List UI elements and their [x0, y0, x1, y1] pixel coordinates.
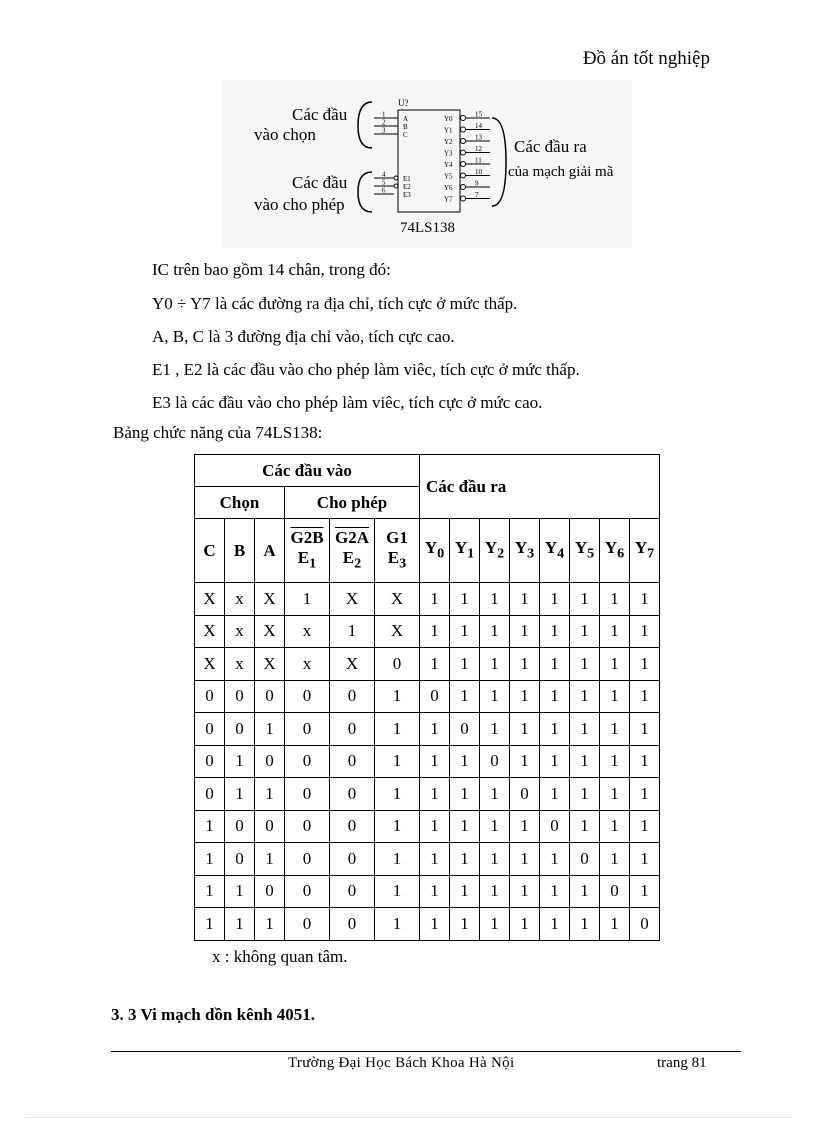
table-row	[195, 810, 660, 843]
table-row	[195, 908, 660, 941]
table-cell: 1	[630, 778, 660, 811]
output-pin-number: 10	[475, 168, 482, 176]
table-cell: 1	[225, 908, 255, 941]
table-cell: 1	[420, 875, 450, 908]
table-cell: 1	[630, 680, 660, 713]
table-cell: 1	[480, 648, 510, 681]
table-cell: x	[225, 648, 255, 681]
footer-divider	[111, 1051, 741, 1052]
table-cell: 1	[540, 680, 570, 713]
table-cell: X	[375, 583, 420, 616]
table-cell: 1	[630, 648, 660, 681]
table-cell: 1	[450, 680, 480, 713]
enable-label-line2: vào cho phép	[254, 195, 345, 214]
table-cell: 1	[570, 908, 600, 941]
table-cell: 0	[255, 810, 285, 843]
table-cell: 1	[480, 810, 510, 843]
table-cell: 1	[480, 875, 510, 908]
decoder-diagram	[222, 80, 632, 248]
inversion-bubble	[394, 184, 398, 188]
col-y3: $Y_3$	[510, 519, 540, 583]
table-cell: 0	[225, 843, 255, 876]
table-cell: 1	[480, 680, 510, 713]
table-cell: 1	[480, 908, 510, 941]
output-inversion-bubble	[461, 173, 466, 178]
output-inversion-bubble	[461, 127, 466, 132]
output-brace	[492, 118, 506, 206]
output-pin-number: 7	[475, 191, 479, 199]
chip-ref: U?	[398, 98, 409, 108]
table-cell: 1	[630, 745, 660, 778]
table-cell: 1	[375, 713, 420, 746]
table-cell: x	[285, 615, 330, 648]
table-cell: 0	[285, 745, 330, 778]
output-pin-number: 14	[475, 122, 482, 130]
page-bottom-border	[25, 1117, 791, 1118]
table-cell: X	[375, 615, 420, 648]
table-cell: X	[330, 648, 375, 681]
output-label-line2: của mạch giải mã	[508, 164, 614, 180]
table-body	[195, 583, 660, 941]
select-brace	[358, 102, 372, 148]
table-cell: 1	[420, 648, 450, 681]
table-cell: 1	[225, 875, 255, 908]
table-cell: 1	[540, 778, 570, 811]
table-cell: 1	[480, 843, 510, 876]
output-pin-name: Y3	[444, 149, 453, 158]
table-row	[195, 875, 660, 908]
table-cell: 1	[195, 810, 225, 843]
table-cell: 1	[600, 713, 630, 746]
table-cell: 0	[285, 908, 330, 941]
table-row	[195, 713, 660, 746]
output-inversion-bubble	[461, 116, 466, 121]
table-cell: 0	[285, 680, 330, 713]
table-cell: 0	[600, 875, 630, 908]
chip-name: 74LS138	[400, 220, 456, 236]
table-cell: 1	[450, 778, 480, 811]
table-cell: 1	[540, 745, 570, 778]
section-title: 3. 3 Vi mạch dồn kênh 4051.	[111, 1005, 316, 1024]
paragraph-5: E3 là các đầu vào cho phép làm viêc, tích cực ở mức cao.	[152, 393, 543, 412]
table-cell: 1	[480, 583, 510, 616]
table-cell: 1	[630, 583, 660, 616]
table-cell: 1	[450, 615, 480, 648]
table-cell: 1	[600, 745, 630, 778]
table-cell: 1	[375, 680, 420, 713]
output-label-line1: Các đầu ra	[514, 137, 587, 156]
input-pin-number: 1	[382, 110, 386, 119]
enable-header: Cho phép	[285, 487, 420, 519]
output-pin-number: 13	[475, 133, 482, 142]
table-cell: 0	[450, 713, 480, 746]
output-inversion-bubble	[461, 139, 466, 144]
g2b-label: G2B	[290, 528, 324, 548]
table-cell: 1	[255, 778, 285, 811]
table-cell: 1	[255, 908, 285, 941]
table-cell: 1	[420, 713, 450, 746]
table-row	[195, 778, 660, 811]
table-cell: 0	[285, 875, 330, 908]
output-pin-name: Y5	[444, 172, 453, 181]
table-cell: 1	[570, 810, 600, 843]
table-row	[195, 843, 660, 876]
table-cell: 0	[630, 908, 660, 941]
table-cell: 0	[285, 810, 330, 843]
table-cell: 0	[195, 713, 225, 746]
table-cell: x	[285, 648, 330, 681]
footer-school: Trường Đại Học Bách Khoa Hà Nội	[288, 1055, 515, 1071]
table-cell: 1	[330, 615, 375, 648]
table-cell: 1	[630, 843, 660, 876]
table-cell: 1	[420, 810, 450, 843]
table-cell: 1	[450, 745, 480, 778]
table-cell: 1	[630, 875, 660, 908]
table-cell: 1	[225, 778, 255, 811]
col-y1: $Y_1$	[450, 519, 480, 583]
footer-page-number: trang 81	[657, 1055, 707, 1071]
table-cell: 1	[450, 843, 480, 876]
table-cell: 1	[420, 615, 450, 648]
table-cell: 0	[510, 778, 540, 811]
table-cell: 1	[420, 583, 450, 616]
page-header-title: Đồ án tốt nghiệp	[582, 48, 710, 69]
input-pin-number: 6	[382, 186, 386, 195]
paragraph-3: A, B, C là 3 đường địa chỉ vào, tích cực cao.	[152, 327, 455, 346]
table-cell: 1	[450, 810, 480, 843]
table-cell: 1	[600, 583, 630, 616]
table-cell: 1	[450, 648, 480, 681]
table-cell: 1	[510, 583, 540, 616]
table-cell: 1	[570, 648, 600, 681]
output-pin-name: Y6	[444, 184, 453, 192]
input-pin-name: E3	[403, 191, 411, 199]
output-pin-name: Y0	[444, 115, 453, 123]
input-pin-number: 3	[382, 126, 386, 135]
table-cell: 1	[540, 908, 570, 941]
output-pin-name: Y2	[444, 138, 453, 146]
table-cell: 1	[600, 680, 630, 713]
col-g2a	[330, 519, 375, 583]
table-cell: 1	[420, 908, 450, 941]
table-cell: 1	[195, 843, 225, 876]
table-cell: 0	[195, 680, 225, 713]
table-cell: 0	[285, 843, 330, 876]
table-row	[195, 615, 660, 648]
output-inversion-bubble	[461, 150, 466, 155]
table-cell: 1	[480, 615, 510, 648]
table-cell: x	[225, 583, 255, 616]
table-cell: 1	[480, 713, 510, 746]
table-cell: 1	[630, 810, 660, 843]
table-cell: 1	[570, 875, 600, 908]
table-cell: 1	[510, 908, 540, 941]
table-cell: 0	[375, 648, 420, 681]
table-cell: 0	[285, 713, 330, 746]
table-cell: 0	[330, 778, 375, 811]
table-cell: 0	[255, 680, 285, 713]
table-cell: 1	[255, 713, 285, 746]
e2-label: $E_2$	[342, 548, 362, 572]
table-cell: 1	[540, 713, 570, 746]
enable-brace	[358, 172, 372, 212]
table-cell: 1	[450, 875, 480, 908]
table-cell: 0	[330, 713, 375, 746]
table-cell: X	[195, 583, 225, 616]
col-y0: $Y_0$	[420, 519, 450, 583]
table-cell: 1	[630, 713, 660, 746]
e1-label: $E_1$	[297, 548, 317, 572]
table-cell: 1	[480, 778, 510, 811]
table-cell: 1	[510, 713, 540, 746]
table-cell: x	[225, 615, 255, 648]
table-cell: 1	[570, 615, 600, 648]
col-y7: $Y_7$	[630, 519, 660, 583]
col-g2b	[285, 519, 330, 583]
table-cell: 1	[570, 583, 600, 616]
table-cell: 1	[510, 875, 540, 908]
table-cell: 0	[330, 875, 375, 908]
table-cell: 0	[330, 908, 375, 941]
decoder-figure	[222, 80, 632, 248]
table-cell: 0	[330, 843, 375, 876]
table-row	[195, 648, 660, 681]
table-cell: 1	[570, 778, 600, 811]
table-cell: 1	[510, 843, 540, 876]
table-cell: 1	[600, 615, 630, 648]
table-cell: 1	[420, 745, 450, 778]
table-cell: 1	[630, 615, 660, 648]
table-cell: 1	[540, 615, 570, 648]
table-cell: 1	[510, 648, 540, 681]
table-cell: 1	[420, 843, 450, 876]
table-cell: 0	[195, 745, 225, 778]
input-pin-name: B	[403, 123, 408, 131]
table-caption: Bảng chức năng của 74LS138:	[113, 423, 323, 442]
paragraph-4: E1 , E2 là các đầu vào cho phép làm viêc, tích cực ở mức thấp.	[152, 360, 580, 379]
table-cell: 1	[510, 615, 540, 648]
input-pins	[374, 111, 411, 200]
output-pin-number: 15	[475, 110, 482, 119]
g2a-label: G2A	[335, 528, 369, 548]
table-cell: 1	[510, 680, 540, 713]
table-cell: 1	[195, 908, 225, 941]
table-row	[195, 583, 660, 616]
table-cell: 1	[255, 843, 285, 876]
table-cell: X	[255, 583, 285, 616]
table-cell: 0	[330, 810, 375, 843]
output-inversion-bubble	[461, 162, 466, 167]
inputs-header: Các đầu vào	[195, 455, 420, 487]
table-cell: 1	[600, 843, 630, 876]
paragraph-1: IC trên bao gồm 14 chân, trong đó:	[152, 260, 391, 279]
input-pin-number: 2	[382, 118, 386, 127]
output-pins	[444, 111, 490, 204]
g1-label: G1	[386, 528, 408, 548]
table-cell: X	[255, 615, 285, 648]
table-cell: 0	[330, 745, 375, 778]
table-cell: 0	[195, 778, 225, 811]
col-b: B	[225, 519, 255, 583]
table-cell: 1	[510, 745, 540, 778]
select-label-line2: vào chọn	[254, 125, 316, 144]
table-cell: 1	[540, 583, 570, 616]
output-pin-number: 9	[475, 179, 479, 188]
table-cell: 1	[540, 648, 570, 681]
select-label-line1: Các đầu	[292, 105, 348, 124]
table-cell: 0	[330, 680, 375, 713]
table-row	[195, 680, 660, 713]
table-cell: 1	[225, 745, 255, 778]
output-inversion-bubble	[461, 196, 466, 201]
table-cell: 1	[420, 778, 450, 811]
output-pin-name: Y7	[444, 195, 453, 204]
table-cell: 1	[375, 810, 420, 843]
table-row	[195, 745, 660, 778]
table-cell: 1	[510, 810, 540, 843]
outputs-header: Các đầu ra	[420, 455, 660, 519]
output-pin-number: 11	[475, 156, 482, 165]
col-y6: $Y_6$	[600, 519, 630, 583]
table-cell: 0	[540, 810, 570, 843]
table-cell: 1	[570, 713, 600, 746]
col-y4: $Y_4$	[540, 519, 570, 583]
output-inversion-bubble	[461, 185, 466, 190]
paragraph-2: Y0 ÷ Y7 là các đường ra địa chỉ, tích cực ở mức thấp.	[152, 294, 518, 313]
input-pin-name: E2	[403, 183, 411, 191]
col-y5: $Y_5$	[570, 519, 600, 583]
enable-label-line1: Các đầu	[292, 173, 348, 192]
table-cell: 1	[540, 875, 570, 908]
table-cell: 1	[570, 745, 600, 778]
table-cell: 1	[285, 583, 330, 616]
table-cell: 0	[225, 810, 255, 843]
table-cell: 1	[570, 680, 600, 713]
table-cell: 1	[375, 745, 420, 778]
col-a: A	[255, 519, 285, 583]
table-cell: 1	[600, 778, 630, 811]
input-pin-name: C	[403, 131, 408, 139]
output-pin-name: Y1	[444, 126, 453, 135]
table-cell: 1	[600, 810, 630, 843]
col-c: C	[195, 519, 225, 583]
table-cell: 1	[375, 843, 420, 876]
table-cell: 1	[195, 875, 225, 908]
table-cell: 1	[600, 908, 630, 941]
select-header: Chọn	[195, 487, 285, 519]
function-table	[194, 454, 660, 941]
table-cell: X	[330, 583, 375, 616]
input-pin-name: E1	[403, 175, 411, 183]
inversion-bubble	[394, 176, 398, 180]
table-cell: 1	[600, 648, 630, 681]
input-pin-name: A	[403, 115, 409, 123]
col-y2: $Y_2$	[480, 519, 510, 583]
table-cell: 0	[255, 745, 285, 778]
e3-label: $E_3$	[387, 548, 407, 572]
table-cell: 0	[255, 875, 285, 908]
input-pin-number: 4	[382, 170, 386, 179]
output-pin-number: 12	[475, 145, 482, 153]
table-cell: 0	[225, 680, 255, 713]
table-cell: 1	[375, 908, 420, 941]
table-cell: 1	[375, 778, 420, 811]
table-cell: X	[195, 615, 225, 648]
table-cell: 0	[420, 680, 450, 713]
table-cell: 0	[285, 778, 330, 811]
table-cell: 0	[225, 713, 255, 746]
output-pin-name: Y4	[444, 161, 453, 169]
table-cell: 1	[450, 908, 480, 941]
table-cell: 0	[570, 843, 600, 876]
input-pin-number: 5	[382, 178, 386, 187]
table-cell: 1	[450, 583, 480, 616]
table-note: x : không quan tâm.	[212, 947, 348, 966]
table-cell: 0	[480, 745, 510, 778]
table-cell: 1	[540, 843, 570, 876]
table-cell: X	[255, 648, 285, 681]
col-g1	[375, 519, 420, 583]
table-cell: X	[195, 648, 225, 681]
table-cell: 1	[375, 875, 420, 908]
